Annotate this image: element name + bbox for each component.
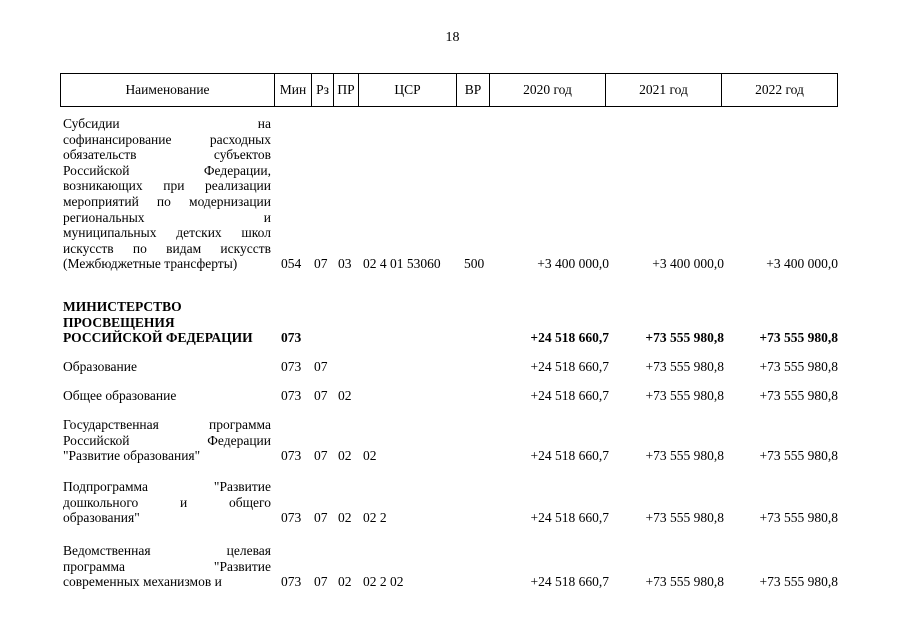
- row-name-line: "Развитие образования": [63, 448, 201, 464]
- page-number: 18: [445, 30, 460, 45]
- cell-y2022: +3 400 000,0: [766, 256, 838, 272]
- cell-pr: 02: [338, 388, 352, 403]
- header-rz: Рз: [312, 74, 334, 106]
- header-2022: 2022 год: [755, 82, 804, 97]
- cell-y2020: +24 518 660,7: [530, 510, 609, 526]
- cell-y2022: +73 555 980,8: [759, 574, 838, 590]
- row-name-line: образования": [63, 510, 140, 526]
- header-2020: 2020 год: [490, 74, 606, 106]
- cell-csr: 02: [363, 448, 377, 464]
- header-name: Наименование: [61, 74, 275, 106]
- table-header: [60, 73, 838, 107]
- cell-y2021: +73 555 980,8: [645, 510, 724, 526]
- cell-min: 073: [281, 448, 302, 464]
- cell-y2020: +24 518 660,7: [530, 574, 609, 590]
- row-name: [63, 116, 271, 272]
- cell-y2020: +24 518 660,7: [530, 448, 609, 464]
- cell-min: 073: [281, 510, 302, 526]
- cell-pr: 02: [338, 574, 352, 590]
- row-name: [63, 479, 271, 526]
- row-name-line: Субсидии на: [63, 116, 271, 131]
- row-name-line: ПРОСВЕЩЕНИЯ: [63, 314, 175, 330]
- cell-min: 073: [281, 388, 302, 403]
- cell-rz: 07: [314, 448, 328, 464]
- row-name-line: мероприятий по модернизации: [63, 193, 271, 209]
- cell-min: 073: [281, 330, 302, 346]
- row-name-line: муниципальных детских школ: [63, 225, 271, 241]
- cell-y2022: +73 555 980,8: [759, 388, 838, 403]
- header-pr: ПР: [334, 74, 359, 106]
- row-name-line: Образование: [63, 359, 137, 374]
- cell-min: 054: [281, 256, 302, 272]
- cell-y2022: +73 555 980,8: [759, 359, 838, 374]
- row-name-line: Подпрограмма "Развитие: [63, 479, 271, 494]
- row-name-line: современных механизмов и: [63, 574, 222, 590]
- cell-csr: 02 2: [363, 510, 387, 526]
- row-name-line: обязательств субъектов: [63, 147, 271, 163]
- cell-pr: 02: [338, 448, 352, 464]
- row-name-line: искусств по видам искусств: [63, 240, 271, 256]
- cell-min: 073: [281, 574, 302, 590]
- row-name-line: Ведомственная целевая: [63, 543, 271, 558]
- cell-y2021: +73 555 980,8: [645, 330, 724, 346]
- row-name-line: дошкольного и общего: [63, 494, 271, 510]
- cell-rz: 07: [314, 574, 328, 590]
- cell-y2022: +73 555 980,8: [759, 510, 838, 526]
- cell-y2020: +24 518 660,7: [530, 388, 609, 403]
- cell-vr: 500: [464, 256, 485, 272]
- cell-y2021: +73 555 980,8: [645, 448, 724, 464]
- row-name: [63, 543, 271, 590]
- cell-pr: 02: [338, 510, 352, 526]
- header-csr: ЦСР: [359, 74, 457, 106]
- cell-rz: 07: [314, 388, 328, 403]
- row-name: [63, 299, 271, 346]
- header-min: Мин: [275, 74, 312, 106]
- row-name-line: Государственная программа: [63, 417, 271, 432]
- cell-y2021: +73 555 980,8: [645, 359, 724, 374]
- row-name-line: возникающих при реализации: [63, 178, 271, 194]
- cell-y2022: +73 555 980,8: [759, 330, 838, 346]
- row-name: [63, 417, 271, 464]
- cell-y2020: +24 518 660,7: [530, 359, 609, 374]
- row-name-line: Российской Федерации: [63, 432, 271, 448]
- header-2021: 2021 год: [606, 74, 722, 106]
- cell-y2021: +73 555 980,8: [645, 388, 724, 403]
- row-name-line: Общее образование: [63, 388, 177, 403]
- header-vr: ВР: [457, 74, 490, 106]
- cell-y2021: +73 555 980,8: [645, 574, 724, 590]
- cell-y2020: +24 518 660,7: [530, 330, 609, 346]
- cell-y2022: +73 555 980,8: [759, 448, 838, 464]
- row-name-line: программа "Развитие: [63, 558, 271, 574]
- cell-y2021: +3 400 000,0: [652, 256, 724, 272]
- row-name-line: софинансирование расходных: [63, 131, 271, 147]
- cell-rz: 07: [314, 359, 328, 374]
- cell-csr: 02 2 02: [363, 574, 404, 590]
- cell-y2020: +3 400 000,0: [537, 256, 609, 272]
- cell-rz: 07: [314, 510, 328, 526]
- cell-pr: 03: [338, 256, 352, 272]
- row-name-line: региональных и: [63, 209, 271, 225]
- row-name-line: МИНИСТЕРСТВО: [63, 299, 182, 314]
- row-name-line: Российской Федерации,: [63, 162, 271, 178]
- row-name-line: (Межбюджетные трансферты): [63, 256, 238, 272]
- row-name-line: РОССИЙСКОЙ ФЕДЕРАЦИИ: [63, 330, 253, 346]
- cell-csr: 02 4 01 53060: [363, 256, 441, 272]
- cell-rz: 07: [314, 256, 328, 272]
- row-name: [63, 388, 271, 404]
- cell-min: 073: [281, 359, 302, 374]
- row-name: [63, 359, 271, 375]
